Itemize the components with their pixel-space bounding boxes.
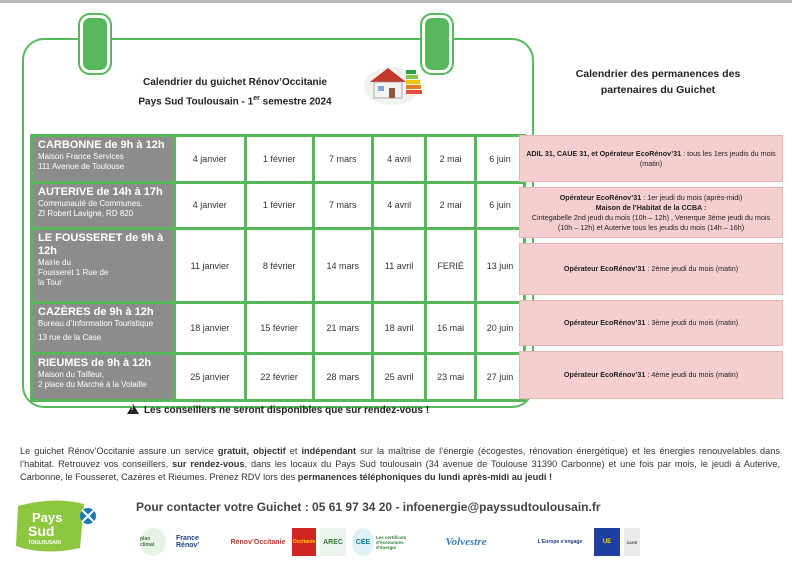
logo-sare: SARE <box>624 528 640 556</box>
table-row <box>33 355 523 399</box>
logo-renov-occitanie: Rénov’Occitanie <box>230 538 286 546</box>
contact-line: Pour contacter votre Guichet : 05 61 97 34 20 - infoenergie@payssudtoulousain.fr <box>136 500 601 514</box>
location-cell: AUTERIVE de 14h à 17h Communauté de Communes, ZI Robert Lavigne, RD 820 <box>33 184 173 228</box>
calendar-title-line1: Calendrier du guichet Rénov’Occitanie <box>143 77 327 88</box>
logo-volvestre: Volvestre <box>445 536 487 548</box>
date-cell: 1 février <box>247 137 312 181</box>
partner-box: Opérateur EcoRénov’31 : 1er jeudi du mois (après-midi) Maison de l’Habitat de la CCBA : Cintegabelle 2nd jeudi du mois (10h – 12h) , Venerque 3ème jeudi du mois (10h – 12h) et Auterive tous les jeudis du mois (14h – 16h) <box>519 187 783 238</box>
calendar-title <box>118 75 352 110</box>
date-cell: 25 janvier <box>176 355 244 399</box>
calendar-title-line2: Pays Sud Toulousain - 1er semestre 2024 <box>138 95 332 108</box>
date-cell: 6 juin <box>477 184 523 228</box>
date-cell: 11 avril <box>374 230 424 301</box>
pays-sud-toulousain-logo <box>14 496 104 556</box>
date-cell: 11 janvier <box>176 230 244 301</box>
date-cell: 2 mai <box>427 137 474 181</box>
date-cell: 22 février <box>247 355 312 399</box>
appointment-warning: !Les conseillers ne seront disponibles que sur rendez-vous ! <box>30 404 526 416</box>
date-cell: 13 juin <box>477 230 523 301</box>
logo-cee: CEE <box>352 528 374 556</box>
house-energy-icon <box>362 60 424 106</box>
date-cell: 1 février <box>247 184 312 228</box>
logo-france-renov: France Rénov’ <box>176 535 200 549</box>
date-cell: 14 mars <box>315 230 371 301</box>
date-cell: 16 mai <box>427 304 474 352</box>
logo-plan-climat: plan climat <box>140 528 166 556</box>
date-cell: 4 janvier <box>176 137 244 181</box>
date-cell: 4 avril <box>374 184 424 228</box>
table-row <box>33 304 523 352</box>
top-rule <box>0 0 792 3</box>
date-cell: 15 février <box>247 304 312 352</box>
table-row <box>33 137 523 181</box>
date-cell: 8 février <box>247 230 312 301</box>
date-cell: 25 avril <box>374 355 424 399</box>
date-cell: 7 mars <box>315 137 371 181</box>
date-cell: 27 juin <box>477 355 523 399</box>
date-cell: 6 juin <box>477 137 523 181</box>
logo-europe: L’Europe s’engage <box>537 539 583 545</box>
partner-box: Opérateur EcoRénov’31 : 4ème jeudi du mois (matin) <box>519 351 783 399</box>
date-cell: 23 mai <box>427 355 474 399</box>
date-cell: 18 avril <box>374 304 424 352</box>
svg-text:Pays: Pays <box>32 510 63 525</box>
calendar-ring-right <box>422 15 452 73</box>
date-cell: 4 janvier <box>176 184 244 228</box>
location-cell: CARBONNE de 9h à 12h Maison France Services 111 Avenue de Toulouse <box>33 137 173 181</box>
date-cell: 20 juin <box>477 304 523 352</box>
date-cell: FERIÉ <box>427 230 474 301</box>
date-cell: 21 mars <box>315 304 371 352</box>
partner-box: ADIL 31, CAUE 31, et Opérateur EcoRénov’31 : tous les 1ers jeudis du mois (matin) <box>519 135 783 182</box>
description-paragraph: Le guichet Rénov’Occitanie assure un service gratuit, objectif et indépendant sur la maîtrise de l’énergie (écogestes, rénovation énergétique) et les énergies renouvelables dans l’habitat. Retrouvez vos conseillers, sur rendez-vous, dans les locaux du Pays Sud toulousain (34 avenue de Toulouse 31390 Carbonne) et une fois par mois, le jeudi à Auterive, Carbonne, le Fousseret, Cazères et Rieumes. Prenez RDV lors des permanences téléphoniques du lundi après-midi au jeudi ! <box>20 446 781 482</box>
partner-box: Opérateur EcoRénov’31 : 2ème jeudi du mois (matin) <box>519 243 783 295</box>
partners-title: Calendrier des permanences des partenaires du Guichet <box>575 68 741 96</box>
logo-occitanie: Occitanie <box>292 528 316 556</box>
logo-arec: AREC <box>320 528 346 556</box>
date-cell: 28 mars <box>315 355 371 399</box>
date-cell: 4 avril <box>374 137 424 181</box>
logo-certificats: Les certificats d’économies d’énergie <box>376 534 407 550</box>
partner-box: Opérateur EcoRénov’31 : 3ème jeudi du mois (matin) <box>519 300 783 346</box>
svg-text:Sud: Sud <box>28 523 55 539</box>
location-cell: CAZÈRES de 9h à 12h Bureau d’Information Touristique 13 rue de la Case <box>33 304 173 352</box>
calendar-ring-left <box>80 15 110 73</box>
location-cell: LE FOUSSERET de 9h à 12h Mairie du Fousseret 1 Rue de la Tour <box>33 230 173 301</box>
table-row <box>33 230 523 301</box>
date-cell: 7 mars <box>315 184 371 228</box>
date-cell: 18 janvier <box>176 304 244 352</box>
warning-icon <box>127 404 139 414</box>
svg-text:TOULOUSAIN: TOULOUSAIN <box>28 540 61 546</box>
partner-logos <box>140 528 640 558</box>
date-cell: 2 mai <box>427 184 474 228</box>
logo-eu-flag: UE <box>594 528 620 556</box>
table-row <box>33 184 523 228</box>
location-cell: RIEUMES de 9h à 12h Maison du Tailleur, 2 place du Marché à la Volaille <box>33 355 173 399</box>
calendar-table <box>30 134 526 402</box>
